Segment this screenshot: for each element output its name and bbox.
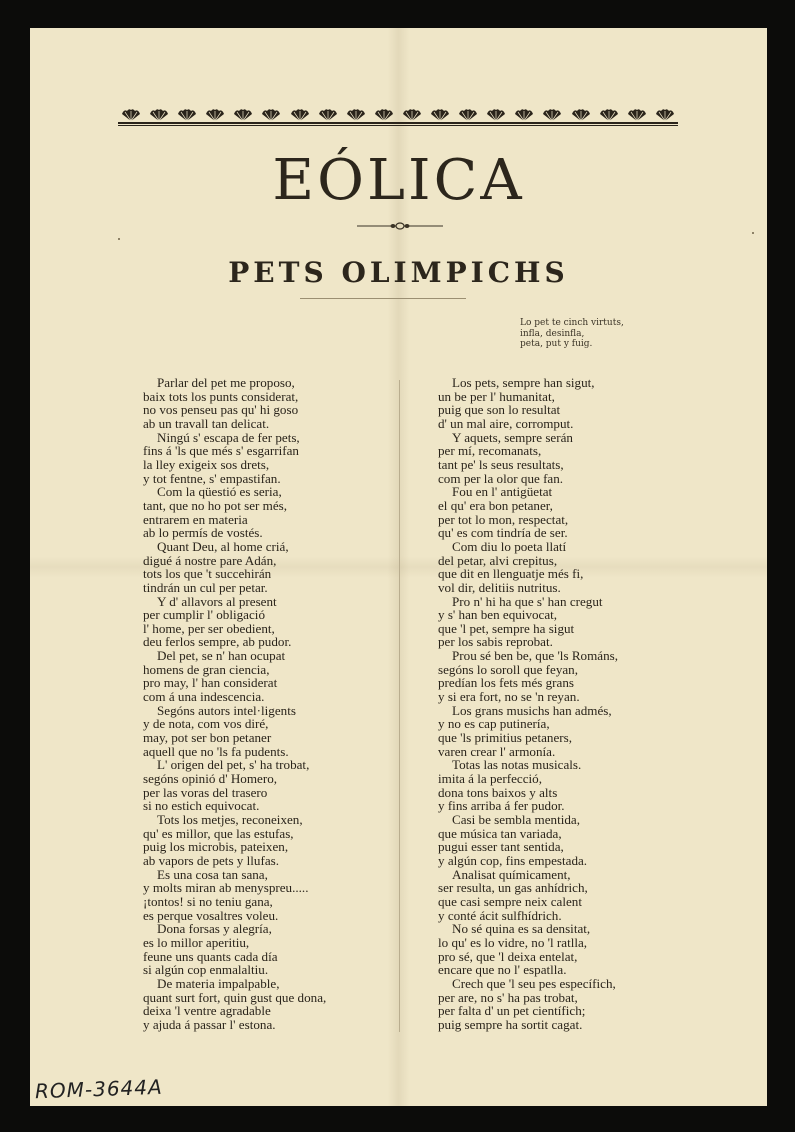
fan-palmette-icon	[120, 108, 142, 122]
poem-line: Dona forsas y alegría,	[157, 921, 272, 937]
poem-line: tant pe' ls seus resultats,	[438, 456, 564, 472]
paper-speck	[752, 232, 754, 234]
poem-line: la lley exigeix sos drets,	[143, 456, 270, 472]
poem-line: y no es cap putinería,	[438, 716, 550, 732]
poem-line: dona tons baixos y alts	[438, 784, 558, 800]
poem-line: Casi be sembla mentida,	[452, 812, 580, 827]
poem-line: si no estich equivocat.	[143, 798, 260, 814]
poem-line: Los pets, sempre han sigut,	[452, 375, 595, 390]
poem-line: pro may, l' han considerat	[143, 675, 278, 691]
poem-line: Com la qüestió es seria,	[157, 484, 282, 500]
poem-line: y conté ácit sulfhídrich.	[438, 907, 562, 923]
poem-line: que dit en llenguatje més fi,	[438, 566, 584, 582]
poem-line: tots los que 't succehirán	[143, 566, 272, 582]
poem-line: aquell que no 'ls fa pudents.	[143, 743, 289, 759]
archive-shelfmark: ROM-3644A	[34, 1074, 164, 1104]
poem-line: encare que no l' espatlla.	[438, 962, 567, 978]
poem-line: que 'ls primitius petaners,	[438, 730, 572, 746]
poem-line: tant, que no ho pot ser més,	[143, 497, 288, 513]
poem-line: Fou en l' antigüetat	[452, 484, 553, 500]
poem-line: segóns opinió d' Homero,	[143, 771, 278, 787]
poem-line: Del pet, se n' han ocupat	[157, 648, 286, 664]
poem-line: no vos penseu pas qu' hi goso	[143, 402, 299, 418]
fan-palmette-icon	[598, 108, 620, 122]
poem-line: per tot lo mon, respectat,	[438, 511, 569, 527]
fan-palmette-icon	[541, 108, 563, 122]
poem-line: segóns lo soroll que feyan,	[438, 661, 579, 677]
poem-line: que casi sempre neix calent	[438, 893, 582, 909]
poem-line: el qu' era bon petaner,	[438, 497, 553, 513]
fan-palmette-icon	[654, 108, 676, 122]
fan-palmette-icon	[513, 108, 535, 122]
poem-line: imita á la perfecció,	[438, 771, 542, 787]
epigraph-line: peta, put y fuig.	[520, 339, 593, 349]
poem-line: Segóns autors intel·ligents	[157, 702, 296, 718]
poem-line: Parlar del pet me proposo,	[157, 375, 295, 390]
poem-line: per falta d' un pet científich;	[438, 1003, 586, 1019]
poem-line: Ningú s' escapa de fer pets,	[157, 429, 300, 445]
poem-line: per los sabis reprobat.	[438, 634, 553, 650]
poem-line: deixa 'l ventre agradable	[143, 1003, 271, 1019]
poem-line: ab lo permís de vostés.	[143, 525, 263, 541]
poem-line: si algún cop enmalaltiu.	[143, 962, 269, 978]
poem-line: del petar, alvi crepitus,	[438, 552, 558, 568]
poem-line: Crech que 'l seu pes específich,	[452, 975, 616, 991]
poem-line: ab un travall tan delicat.	[143, 415, 270, 431]
poem-line: tindrán un cul per petar.	[143, 579, 268, 595]
poem-line: d' un mal aire, corromput.	[438, 415, 574, 431]
poem-line: ab vapors de pets y llufas.	[143, 852, 279, 868]
poem-line: puig que son lo resultat	[438, 402, 561, 418]
epigraph	[520, 318, 720, 350]
poem-line: com á una indescencia.	[143, 689, 265, 705]
poem-line: varen crear l' armonía.	[438, 743, 556, 759]
subtitle-rule	[300, 298, 466, 299]
fan-palmette-icon	[401, 108, 423, 122]
poem-line: vol dir, delitiis nutritus.	[438, 579, 561, 595]
ornament-band	[120, 102, 676, 122]
poem-line: feune uns quants cada día	[143, 948, 278, 964]
poem-line: Analisat químicament,	[452, 866, 571, 882]
fan-palmette-icon	[260, 108, 282, 122]
poem-column-right	[438, 376, 688, 1032]
fan-palmette-icon	[176, 108, 198, 122]
poem-line: Pro n' hi ha que s' han cregut	[452, 593, 603, 609]
poem-line: qu' es com tindría de ser.	[438, 525, 568, 541]
flourish-ornament-icon	[355, 220, 445, 232]
poem-line: y s' han ben equivocat,	[438, 607, 558, 623]
poem-line: puig sempre ha sortit cagat.	[438, 1016, 583, 1032]
poem-line: es perque vosaltres voleu.	[143, 907, 279, 923]
fan-palmette-icon	[345, 108, 367, 122]
poem-line: Totas las notas musicals.	[452, 757, 582, 773]
poem-line: y molts miran ab menyspreu.....	[143, 880, 309, 896]
fan-palmette-icon	[570, 108, 592, 122]
poem-line: l' home, per ser obedient,	[143, 620, 275, 636]
poem-line: entrarem en materia	[143, 511, 248, 527]
fan-palmette-icon	[373, 108, 395, 122]
poem-line: ¡tontos! si no teniu gana,	[143, 893, 273, 909]
poem-line: Y d' allavors al present	[157, 593, 277, 609]
poem-line: digué á nostre pare Adán,	[143, 552, 277, 568]
fan-palmette-icon	[429, 108, 451, 122]
ornament-rule-thin	[118, 125, 678, 126]
poem-line: que música tan variada,	[438, 825, 562, 841]
poem-line: may, pot ser bon petaner	[143, 730, 272, 746]
poem-line: Com diu lo poeta llatí	[452, 538, 567, 554]
page-title: EÓLICA	[272, 148, 525, 213]
poem-line: per cumplir l' obligació	[143, 607, 265, 623]
epigraph-line: Lo pet te cinch virtuts,	[520, 318, 624, 328]
poem-line: y fins arriba á fer pudor.	[438, 798, 565, 814]
poem-line: Tots los metjes, reconeixen,	[157, 812, 303, 827]
fan-palmette-icon	[626, 108, 648, 122]
poem-line: De materia impalpable,	[157, 975, 280, 991]
fan-palmette-icon	[485, 108, 507, 122]
poem-line: baix tots los punts considerat,	[143, 388, 299, 404]
fan-palmette-icon	[148, 108, 170, 122]
document-sheet	[30, 28, 767, 1106]
poem-line: y algún cop, fins empestada.	[438, 852, 588, 868]
poem-line: un be per l' humanitat,	[438, 388, 555, 404]
paper-speck	[118, 238, 120, 240]
poem-line: predían los fets més grans	[438, 675, 574, 691]
poem-line: ser resulta, un gas anhídrich,	[438, 880, 588, 896]
poem-line: y ajuda á passar l' estona.	[143, 1016, 276, 1032]
poem-line: Prou sé ben be, que 'ls Románs,	[452, 648, 619, 664]
poem-line: qu' es millor, que las estufas,	[143, 825, 294, 841]
poem-line: deu ferlos sempre, ab pudor.	[143, 634, 292, 650]
page-subtitle: PETS OLIMPICHS	[228, 256, 569, 289]
poem-line: No sé quina es sa densitat,	[452, 921, 591, 937]
poem-line: lo qu' es lo vidre, no 'l ratlla,	[438, 934, 588, 950]
poem-line: Quant Deu, al home criá,	[157, 538, 289, 554]
poem-line: com per la olor que fan.	[438, 470, 564, 486]
poem-line: y si era fort, no se 'n reyan.	[438, 689, 580, 705]
poem-line: pro sé, que 'l deixa entelat,	[438, 948, 578, 964]
poem-line: es lo millor aperitiu,	[143, 934, 250, 950]
fan-palmette-icon	[289, 108, 311, 122]
poem-line: puig los microbis, pateixen,	[143, 839, 289, 855]
poem-line: fins á 'ls que més s' esgarrifan	[143, 443, 299, 459]
poem-line: homens de gran ciencia,	[143, 661, 270, 677]
poem-line: L' origen del pet, s' ha trobat,	[157, 757, 310, 773]
poem-line: que 'l pet, sempre ha sigut	[438, 620, 575, 636]
poem-line: per are, no s' ha pas trobat,	[438, 989, 578, 1005]
poem-line: Es una cosa tan sana,	[157, 866, 268, 882]
poem-line: pugui esser tant sentida,	[438, 839, 564, 855]
fan-palmette-icon	[232, 108, 254, 122]
poem-line: Y aquets, sempre serán	[452, 429, 573, 445]
column-divider	[399, 380, 400, 1032]
epigraph-line: infla, desinfla,	[520, 328, 585, 339]
poem-line: quant surt fort, quin gust que dona,	[143, 989, 327, 1005]
fan-palmette-icon	[204, 108, 226, 122]
fan-palmette-icon	[317, 108, 339, 122]
poem-line: y de nota, com vos diré,	[143, 716, 269, 732]
poem-line: per mí, recomanats,	[438, 443, 542, 459]
poem-line: y tot fentne, s' empastifan.	[143, 470, 281, 486]
poem-line: Los grans musichs han admés,	[452, 702, 612, 718]
poem-line: per las voras del trasero	[143, 784, 268, 800]
poem-column-left	[143, 376, 393, 1032]
ornament-rule	[118, 122, 678, 124]
fan-palmette-icon	[457, 108, 479, 122]
